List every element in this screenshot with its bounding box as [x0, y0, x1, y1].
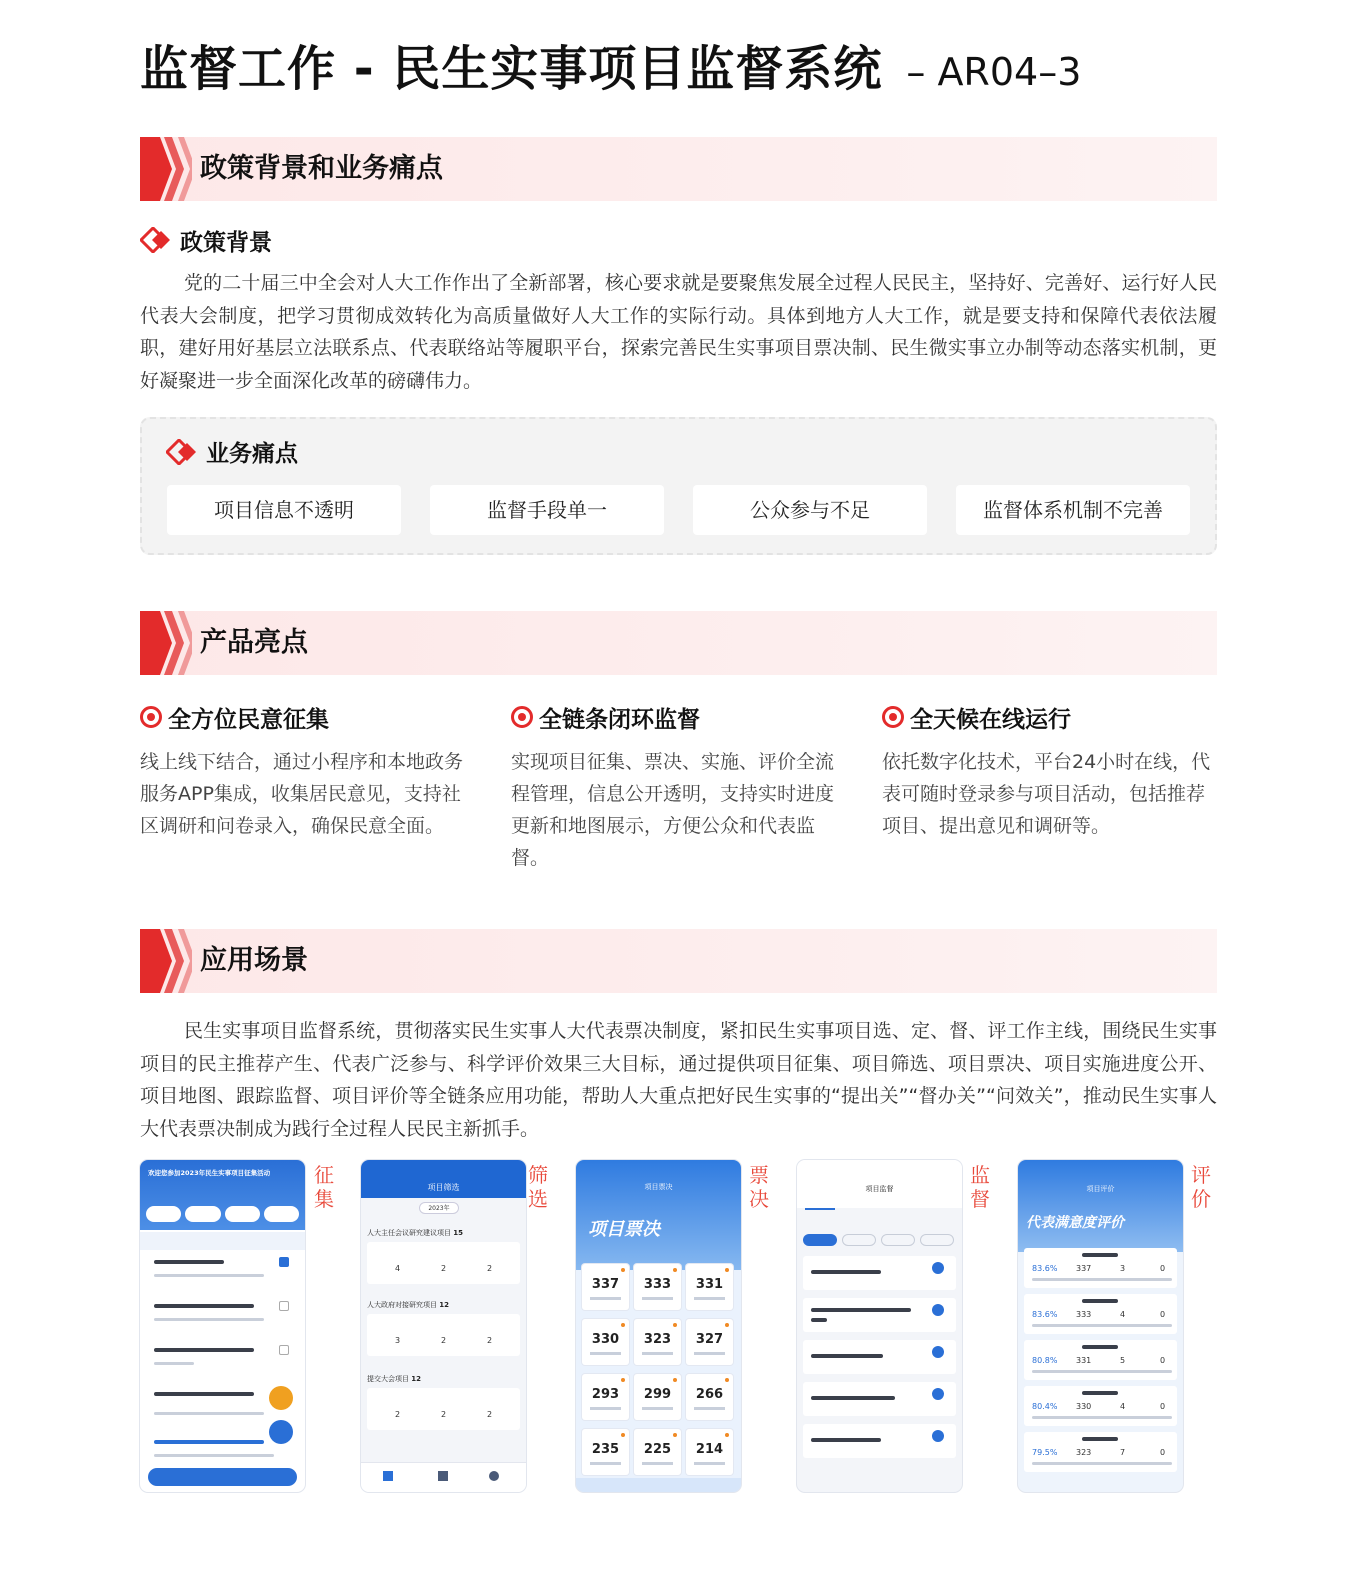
- phone-screen-filter: 项目筛选 2023年 人大主任会议研究建议项目 15 4 2 2 人大政府对接研究项目 12 3 2 2 提交大会项目 12 2 2 2: [361, 1160, 526, 1492]
- filter-title: 项目筛选: [427, 1183, 460, 1192]
- vote-count-card: 330: [582, 1319, 629, 1365]
- policy-background-text: 党的二十届三中全会对人大工作作出了全新部署，核心要求就是要聚焦发展全过程人民民主，坚持好、完善好、运行好人民代表大会制度，把学习贯彻成效转化为高质量做好人大工作的实际行动。具体到地方人大工作，就是要支持和保障代表依法履职，建好用好基层立法联系点、代表联络站等履职平台，探索完善民生实事项目票决制、民生微实事立办制等动态落实机制，更好凝聚进一步全面深化改革的磅礴伟力。: [140, 272, 1217, 392]
- section-title: 产品亮点: [200, 627, 308, 658]
- diamond-icon: [166, 439, 200, 465]
- pain-point-chip: 监督体系机制不完善: [956, 485, 1190, 535]
- evaluation-row: 83.6% 337 3 0: [1024, 1248, 1177, 1288]
- list-item: [146, 1252, 299, 1290]
- pain-points-heading: 业务痛点: [166, 435, 298, 468]
- section-bar-highlights: [140, 611, 1217, 675]
- phone-screen-supervise: [797, 1160, 962, 1492]
- policy-background-heading: 政策背景: [140, 223, 272, 257]
- phone-screen-collect: [140, 1160, 305, 1492]
- vote-banner: 项目票决: [588, 1219, 660, 1240]
- vote-count-card: 327: [686, 1319, 733, 1365]
- vote-count-card: 323: [634, 1319, 681, 1365]
- highlight-item: 全方位民意征集 线上线下结合，通过小程序和本地政务服务APP集成，收集居民意见，支持社区调研和问卷录入，确保民意全面。: [140, 706, 464, 837]
- screen-label: 票决: [749, 1163, 769, 1211]
- pain-point-chip: 公众参与不足: [693, 485, 927, 535]
- page-title-main: 监督工作 - 民生实事项目监督系统: [140, 41, 883, 97]
- evaluation-row: 80.8% 331 5 0: [1024, 1340, 1177, 1380]
- pain-points-box: [140, 417, 1217, 555]
- target-icon: [140, 706, 162, 728]
- supervise-title: 项目监督: [865, 1185, 894, 1193]
- vote-count-card: 299: [634, 1374, 681, 1420]
- phone-screen-evaluate: 项目评价 代表满意度评价 83.6% 337 3 0 83.6% 333 4 0 80.8% 331 5 0 80.4% 330 4 0 79.5% 323 7 0: [1018, 1160, 1183, 1492]
- list-item: [803, 1256, 956, 1290]
- section-bar-scenarios: [140, 929, 1217, 993]
- page-title: [140, 30, 1081, 100]
- vote-count-card: 225: [634, 1429, 681, 1475]
- group-card: 2 2 2: [367, 1388, 520, 1430]
- vote-count-card: 293: [582, 1374, 629, 1420]
- vote-count-card: 333: [634, 1264, 681, 1310]
- highlight-item: 全链条闭环监督 实现项目征集、票决、实施、评价全流程管理，信息公开透明，支持实时进度更新和地图展示，方便公众和代表监督。: [511, 706, 835, 869]
- evaluation-row: 83.6% 333 4 0: [1024, 1294, 1177, 1334]
- page-title-code: – AR04–3: [906, 50, 1082, 94]
- highlight-item: 全天候在线运行 依托数字化技术，平台24小时在线，代表可随时登录参与项目活动，包括推荐项目、提出意见和调研等。: [882, 706, 1211, 837]
- list-item: [146, 1340, 299, 1378]
- list-item: [803, 1298, 956, 1332]
- pain-point-chip: 项目信息不透明: [167, 485, 401, 535]
- chevron-decor-icon: [140, 929, 192, 993]
- list-item: [146, 1434, 299, 1466]
- list-item: [146, 1296, 299, 1334]
- tab-bar: [361, 1462, 526, 1492]
- target-icon: [511, 706, 533, 728]
- screen-label: 征集: [314, 1163, 334, 1211]
- vote-count-card: 214: [686, 1429, 733, 1475]
- evaluation-row: 79.5% 323 7 0: [1024, 1432, 1177, 1472]
- collect-header: 欢迎您参加2023年民生实事项目征集活动: [148, 1169, 271, 1177]
- list-item: [803, 1382, 956, 1416]
- evaluate-banner: 代表满意度评价: [1026, 1215, 1124, 1231]
- screen-label: 评价: [1191, 1163, 1211, 1211]
- vote-count-card: 235: [582, 1429, 629, 1475]
- submit-button: [148, 1468, 297, 1486]
- year-select: 2023年: [419, 1202, 459, 1214]
- screen-label: 筛选: [528, 1163, 548, 1211]
- chevron-decor-icon: [140, 137, 192, 201]
- list-item: [803, 1340, 956, 1374]
- vote-count-card: 266: [686, 1374, 733, 1420]
- screen-label: 监督: [970, 1163, 990, 1211]
- list-item: [803, 1424, 956, 1458]
- group-card: 3 2 2: [367, 1314, 520, 1356]
- phone-screen-vote: 项目票决 项目票决 337 333 331 330 323 327 293 299 266 235 225 214: [576, 1160, 741, 1492]
- section-bar-policy: [140, 137, 1217, 201]
- vote-count-card: 331: [686, 1264, 733, 1310]
- group-card: 4 2 2: [367, 1242, 520, 1284]
- vote-count-card: 337: [582, 1264, 629, 1310]
- pain-point-chip: 监督手段单一: [430, 485, 664, 535]
- chevron-decor-icon: [140, 611, 192, 675]
- target-icon: [882, 706, 904, 728]
- scenario-text: 民生实事项目监督系统，贯彻落实民生实事人大代表票决制度，紧扣民生实事项目选、定、督、评工作主线，围绕民生实事项目的民主推荐产生、代表广泛参与、科学评价效果三大目标，通过提供项目征集、项目筛选、项目票决、项目实施进度公开、项目地图、跟踪监督、项目评价等全链条应用功能，帮助人大重点把好民生实事的“提出关”“督办关”“问效关”，推动民生实事人大代表票决制成为践行全过程人民民主新抓手。: [140, 1020, 1217, 1140]
- section-title: 政策背景和业务痛点: [200, 153, 443, 184]
- evaluation-row: 80.4% 330 4 0: [1024, 1386, 1177, 1426]
- section-title: 应用场景: [200, 945, 308, 976]
- diamond-icon: [140, 227, 174, 253]
